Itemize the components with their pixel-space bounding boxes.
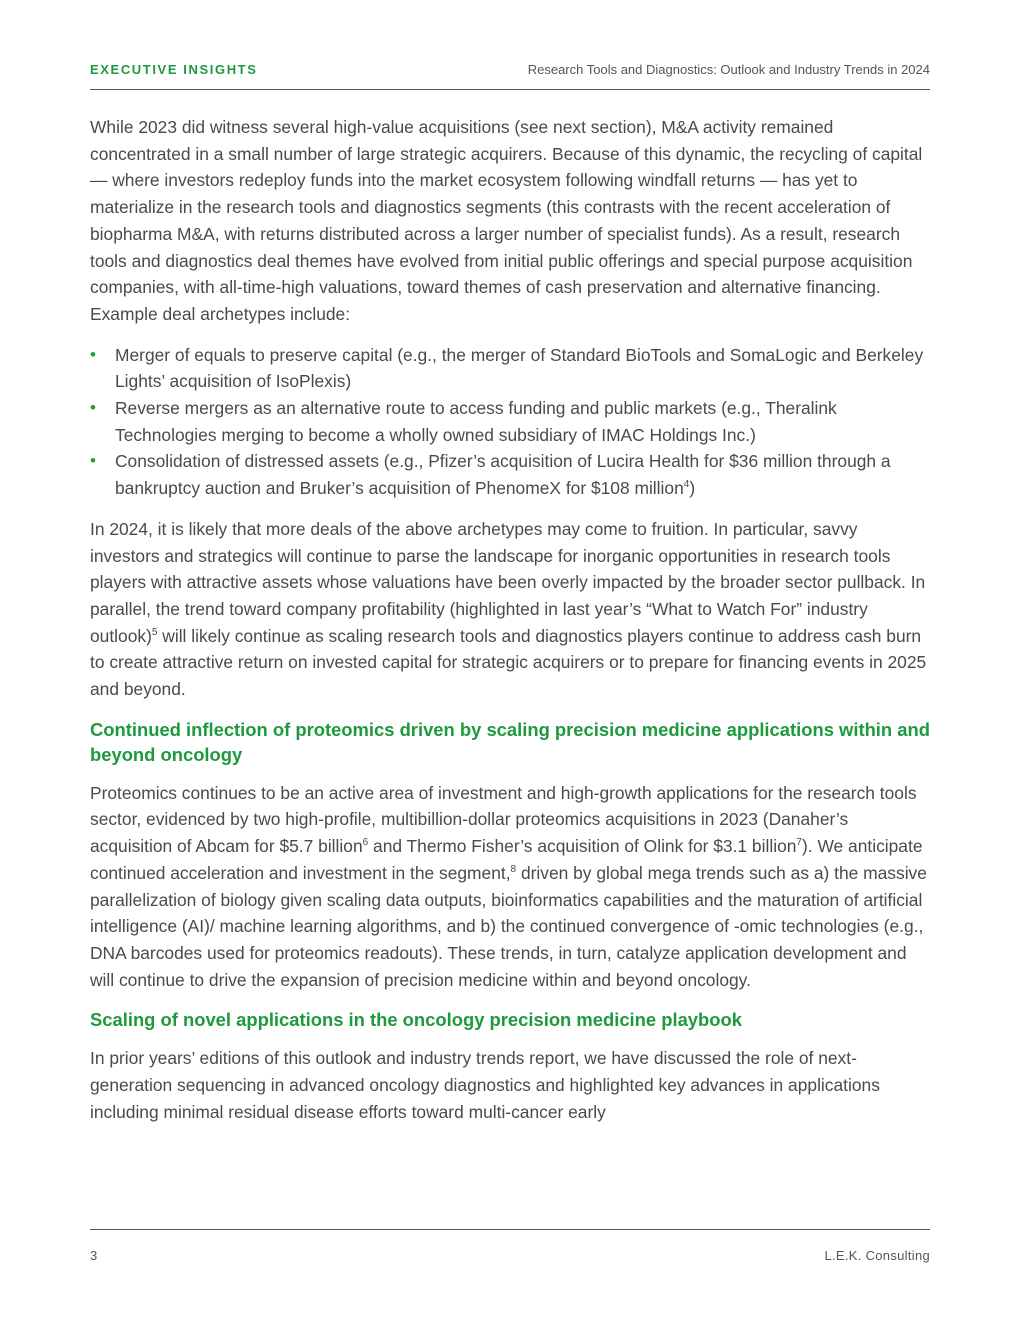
paragraph-2 [90,516,930,703]
list-item-tail: ) [689,478,696,499]
list-item-text: Reverse mergers as an alternative route to access funding and public markets (e.g., Theralink Technologies merging to become a wholly owned subsidiary of IMAC Holdings Inc.) [115,398,837,445]
report-title: Research Tools and Diagnostics: Outlook and Industry Trends in 2024 [527,62,930,77]
list-item [90,395,930,448]
section-heading-oncology: Scaling of novel applications in the oncology precision medicine playbook [90,1009,742,1031]
paragraph-3 [90,780,930,994]
bullet-icon: • [90,344,96,364]
bullet-icon: • [90,451,96,471]
list-item-text: Merger of equals to preserve capital (e.g., the merger of Standard BioTools and SomaLogic and Berkeley Lights’ acquisition of IsoPlexis) [115,344,924,392]
paragraph-3-text-b: and Thermo Fisher’s acquisition of Olink for $3.1 billion [368,836,797,857]
footnote-ref-7[interactable]: 7 [796,837,802,849]
footnote-ref-4[interactable]: 4 [683,479,690,491]
list-item [90,342,930,395]
footnote-ref-5[interactable]: 5 [151,626,158,638]
paragraph-1: While 2023 did witness several high-value acquisitions (see next section), M&A activity remained concentrated in a small number of large strategic acquirers. Because of this dynamic, the recycling of capital — where investors redeploy funds into the market ecosystem following windfall returns — has yet to materialize in the research tools and diagnostics segments (this contrasts with the recent acceleration of biopharma M&A, with returns distributed across a larger number of specialist funds). As a result, research tools and diagnostics deal themes have evolved from initial public offerings and special purpose acquisition companies, with all-time-high valuations, toward themes of cash preservation and alternative financing. Example deal archetypes include: [90,117,923,324]
paragraph-2-text: In 2024, it is likely that more deals of the above archetypes may come to fruition. In particular, savvy investors and strategics will continue to parse the landscape for inorganic opportunities in research tools players with attractive assets whose valuations have been overly impacted by the broader sector pullback. In parallel, the trend toward company profitability (highlighted in last year’s “What to Watch For” industry outlook) [90,518,926,646]
footnote-ref-8[interactable]: 8 [510,864,517,876]
company-name: L.E.K. Consulting [824,1248,930,1263]
page-number: 3 [90,1248,98,1263]
list-item-text: Consolidation of distressed assets (e.g., Pfizer’s acquisition of Lucira Health for $36 million through a bankruptcy auction and Bruker’s acquisition of PhenomeX for $108 million [115,451,891,499]
header-divider [90,89,930,90]
footer-divider [90,1229,930,1230]
paragraph-4: In prior years’ editions of this outlook and industry trends report, we have discussed the role of next-generation sequencing in advanced oncology diagnostics and highlighted key advances in applications including minimal residual disease efforts toward multi-cancer early [90,1048,880,1122]
paragraph-2-text-cont: will likely continue as scaling research tools and diagnostics players continue to address cash burn to create attractive return on invested capital for strategic acquirers or to prepare for financing events in 2025 and beyond. [90,625,927,700]
deal-archetype-list [90,342,930,502]
main-content [90,114,930,1126]
page-header [90,62,930,82]
paragraph-3-text: Proteomics continues to be an active area of investment and high-growth applications for the research tools sector, evidenced by two high-profile, multibillion-dollar proteomics acquisitions in 2023 (Danaher’s acquisition of Abcam for $5.7 billion [90,782,917,857]
bullet-icon: • [90,398,96,418]
section-label: EXECUTIVE INSIGHTS [90,62,258,77]
paragraph-3-text-c: ). We anticipate continued acceleration and investment in the segment, [90,836,923,883]
footnote-ref-6[interactable]: 6 [362,837,369,849]
section-heading-proteomics: Continued inflection of proteomics driven by scaling precision medicine applications within and beyond oncology [90,718,930,765]
paragraph-3-text-d: driven by global mega trends such as a) the massive parallelization of biology given scaling data outputs, bioinformatics capabilities and the maturation of artificial intelligence (AI)/ machine learning algorithms, and b) the continued convergence of -omic technologies (e.g., DNA barcodes used for proteomics readouts). These trends, in turn, catalyze application development and will continue to drive the expansion of precision medicine within and beyond oncology. [90,862,927,990]
list-item [90,448,930,501]
